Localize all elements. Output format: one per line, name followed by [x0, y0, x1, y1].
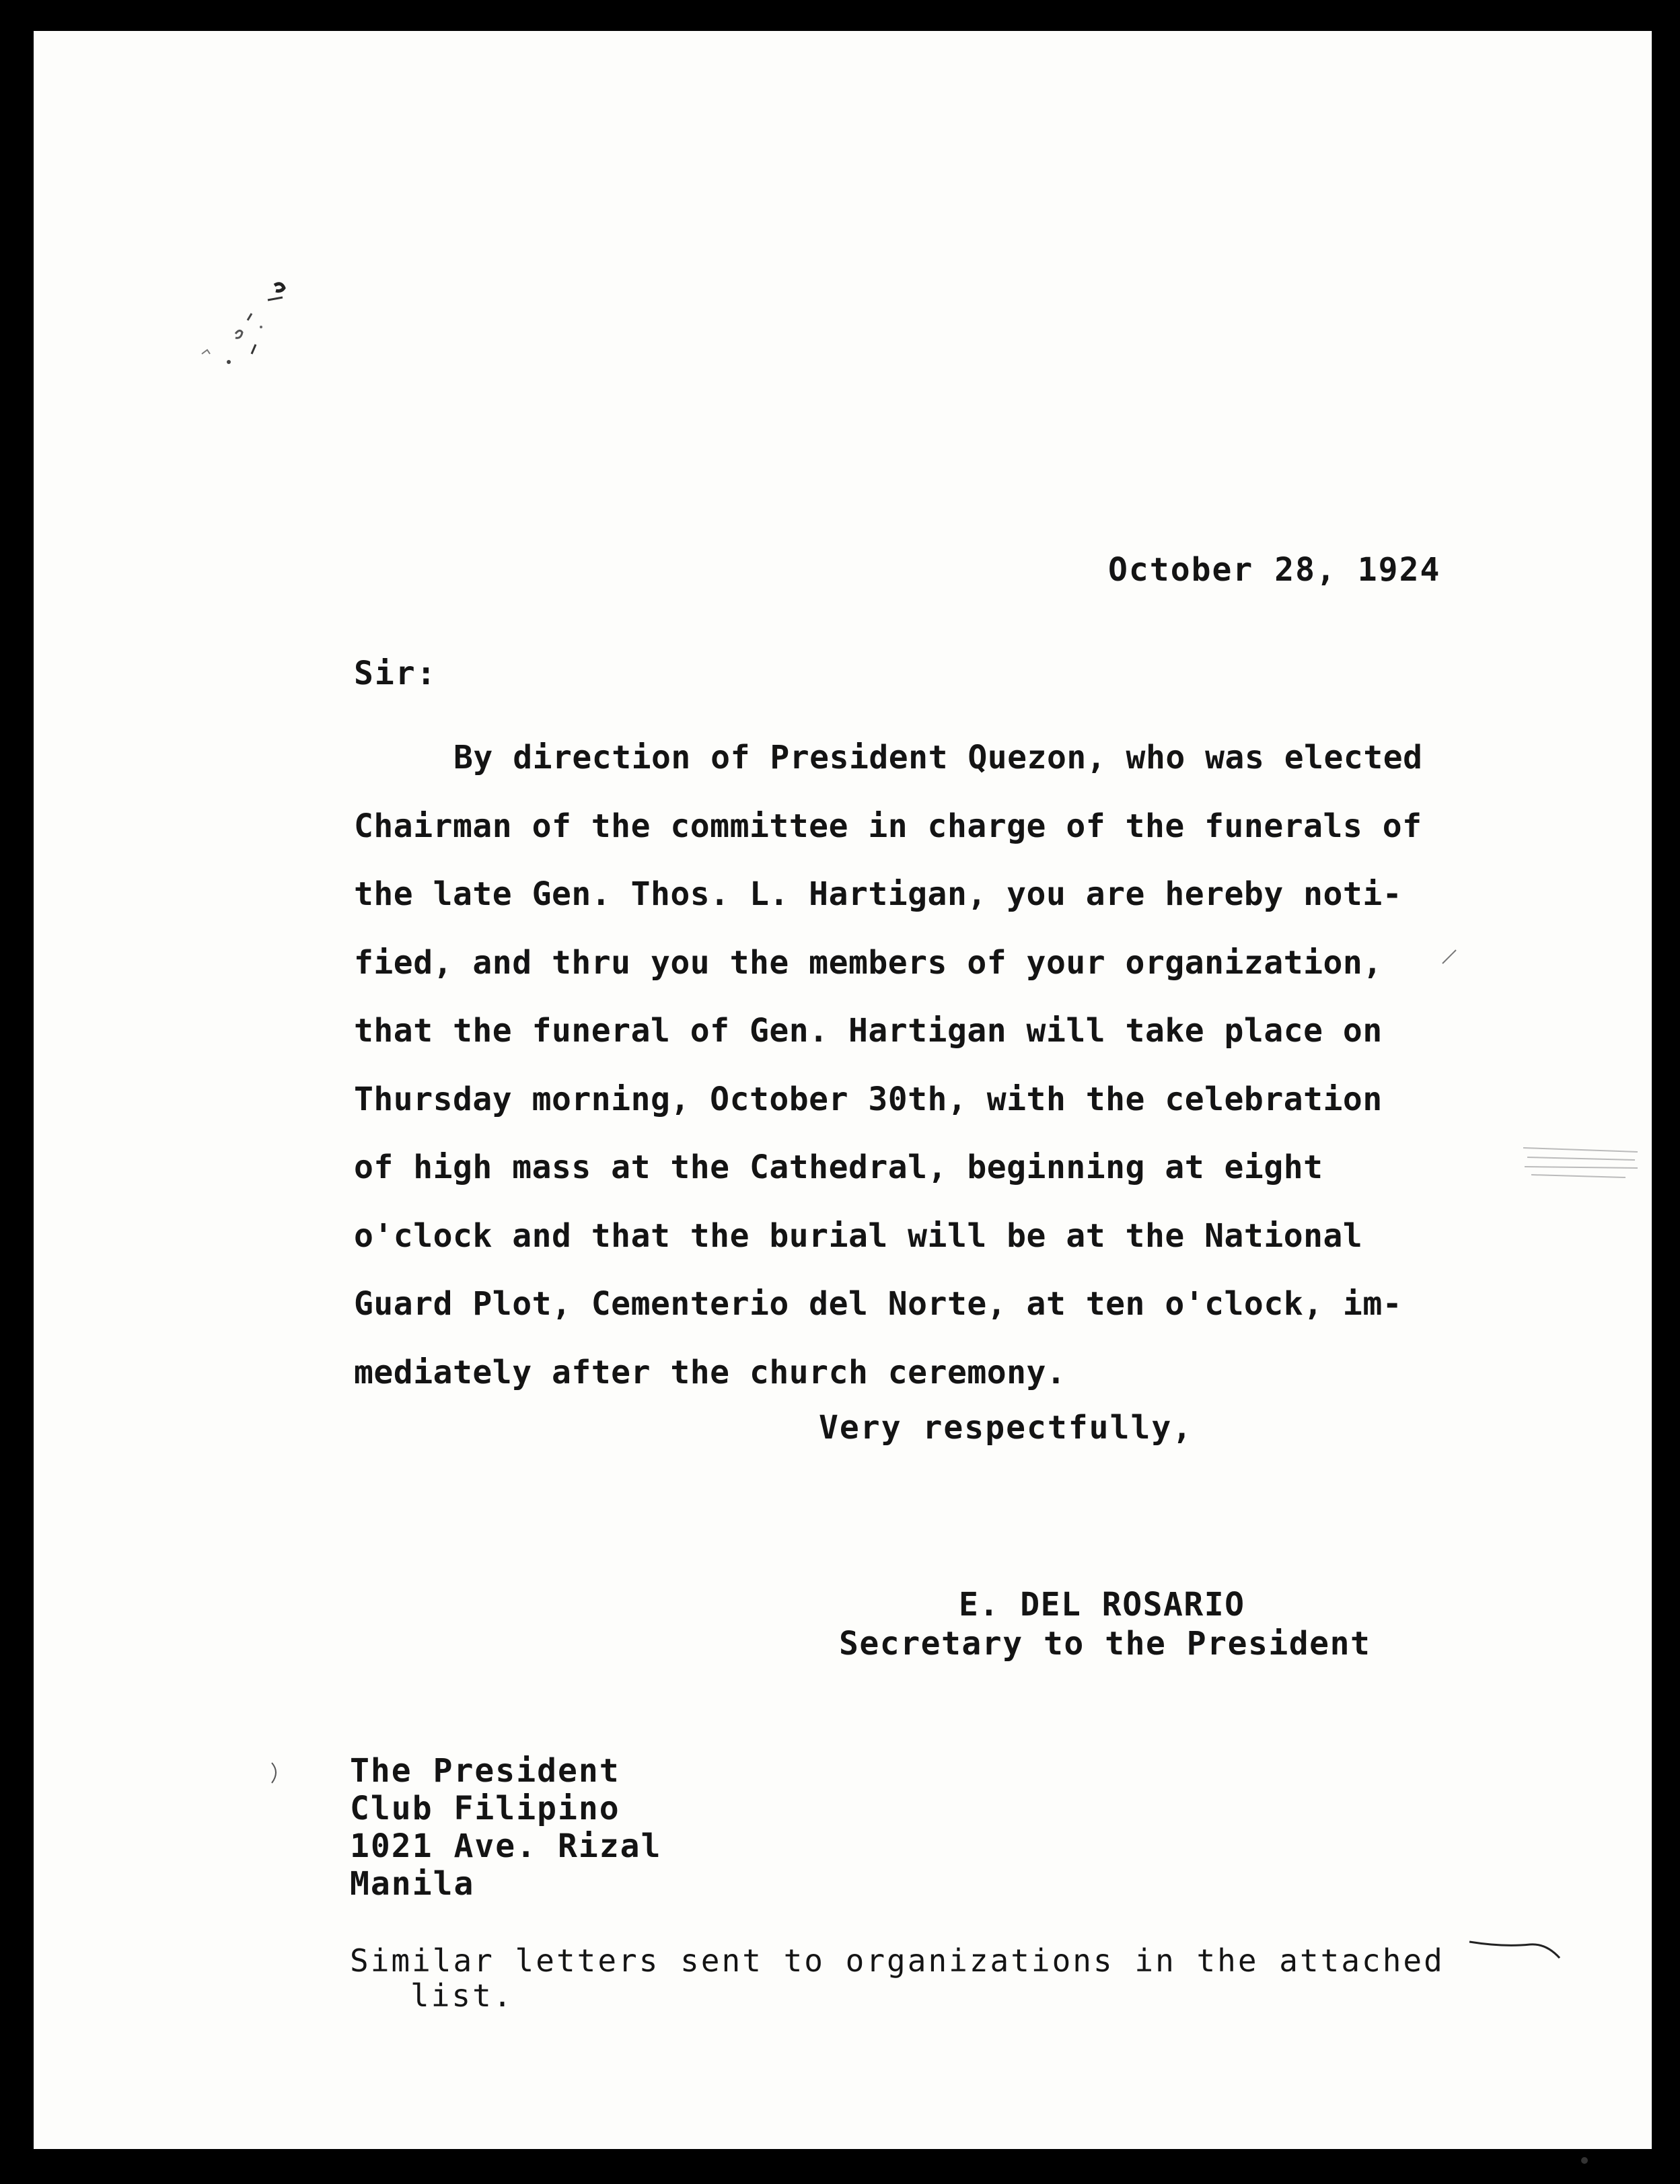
faint-scribble-mark — [1521, 1134, 1648, 1188]
recipient-address — [350, 1752, 661, 1903]
ink-smudge-mark — [188, 273, 309, 394]
body-line: Guard Plot, Cementerio del Norte, at ten o'clock, im- — [354, 1285, 1403, 1323]
distribution-note — [350, 1943, 1445, 2013]
letter-body — [354, 724, 1498, 1407]
body-line: that the funeral of Gen. Hartigan will take place on — [354, 1012, 1383, 1050]
body-line: Thursday morning, October 30th, with the celebration — [354, 1080, 1383, 1118]
body-line: of high mass at the Cathedral, beginning at eight — [354, 1149, 1323, 1186]
body-line: Chairman of the committee in charge of the funerals of — [354, 807, 1422, 845]
note-line: list. — [410, 1977, 514, 2014]
salutation: Sir: — [354, 655, 437, 692]
address-line: The President — [350, 1752, 620, 1790]
stray-mark — [269, 1760, 283, 1787]
address-line: Manila — [350, 1865, 475, 1903]
note-line: Similar letters sent to organizations in the attached — [350, 1942, 1445, 1979]
signatory-title: Secretary to the President — [839, 1625, 1371, 1663]
letter-page — [34, 31, 1652, 2149]
body-line: fied, and thru you the members of your organization, — [354, 943, 1383, 982]
body-line: By direction of President Quezon, who was elected — [453, 739, 1423, 776]
address-line: Club Filipino — [350, 1790, 620, 1827]
body-line: o'clock and that the burial will be at the National — [354, 1216, 1363, 1255]
signature-block — [839, 1585, 1371, 1663]
pen-stroke-mark — [1467, 1928, 1568, 1969]
address-line: 1021 Ave. Rizal — [350, 1827, 662, 1865]
letter-date: October 28, 1924 — [1108, 551, 1441, 589]
closing: Very respectfully, — [819, 1409, 1194, 1447]
signatory-name: E. DEL ROSARIO — [959, 1586, 1245, 1624]
stray-mark — [1574, 2150, 1595, 2171]
body-line: mediately after the church ceremony. — [354, 1353, 1066, 1391]
stray-mark — [1440, 946, 1460, 966]
body-line: the late Gen. Thos. L. Hartigan, you are hereby noti- — [354, 875, 1403, 913]
